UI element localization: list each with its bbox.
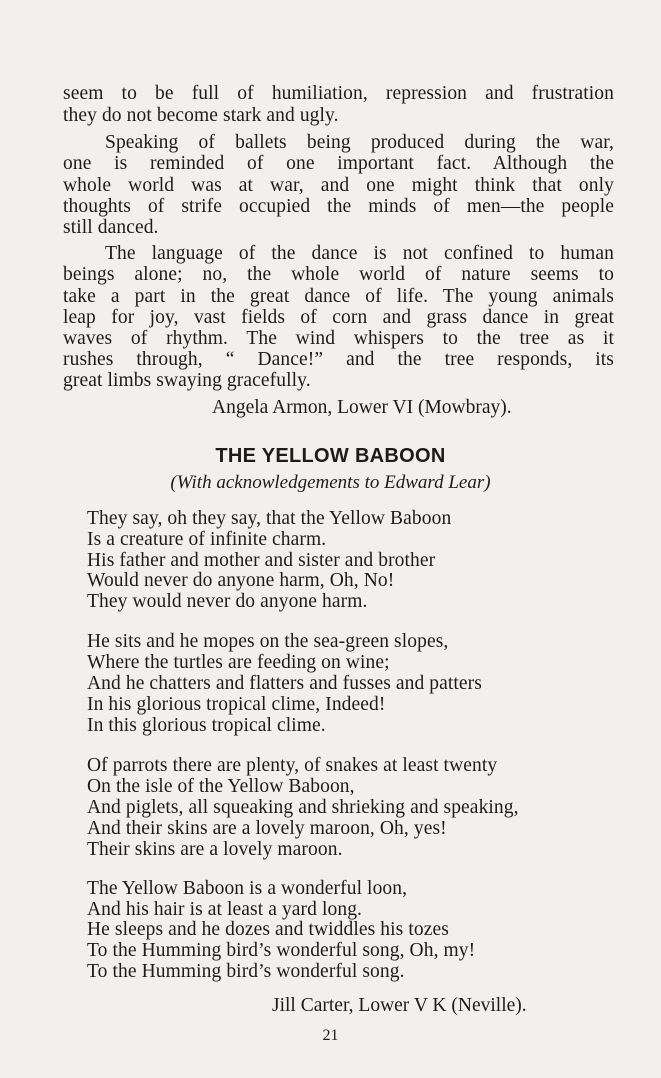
poem-line: They say, oh they say, that the Yellow Baboon (87, 508, 452, 529)
poem-line: Their skins are a lovely maroon. (87, 839, 343, 860)
poem-line: Would never do anyone harm, Oh, No! (87, 570, 395, 591)
poem-title: THE YELLOW BABOON (215, 445, 446, 467)
essay-line: they do not become stark and ugly. (63, 105, 339, 126)
essay-paragraph-start: The language of the dance is not confined to human (105, 243, 614, 264)
page-number: 21 (322, 1027, 339, 1044)
essay-line: one is reminded of one important fact. Although the (63, 153, 614, 174)
poem-line: And piglets, all squeaking and shrieking and speaking, (87, 797, 519, 818)
poem-line: Where the turtles are feeding on wine; (87, 652, 390, 673)
essay-paragraph-start: Speaking of ballets being produced during the war, (105, 132, 614, 153)
poem-line: In his glorious tropical clime, Indeed! (87, 694, 386, 715)
essay-line: whole world was at war, and one might think that only (63, 175, 614, 196)
essay-line: waves of rhythm. The wind whispers to the tree as it (63, 328, 614, 349)
essay-line: take a part in the great dance of life. The young animals (63, 286, 614, 307)
poem-line: His father and mother and sister and brother (87, 550, 436, 571)
poem-signature: Jill Carter, Lower V K (Neville). (272, 995, 527, 1016)
poem-line: On the isle of the Yellow Baboon, (87, 776, 355, 797)
essay-line: great limbs swaying gracefully. (63, 370, 311, 391)
poem-line: He sits and he mopes on the sea-green slopes, (87, 631, 449, 652)
poem-line: The Yellow Baboon is a wonderful loon, (87, 878, 408, 899)
essay-signature: Angela Armon, Lower VI (Mowbray). (212, 397, 512, 418)
poem-line: Of parrots there are plenty, of snakes at least twenty (87, 755, 498, 776)
poem-line: In this glorious tropical clime. (87, 715, 326, 736)
poem-line: To the Humming bird’s wonderful song, Oh, my! (87, 940, 476, 961)
poem-line: Is a creature of infinite charm. (87, 529, 327, 550)
essay-line: beings alone; no, the whole world of nature seems to (63, 264, 614, 285)
essay-line: thoughts of strife occupied the minds of men—the people (63, 196, 614, 217)
poem-line: They would never do anyone harm. (87, 591, 368, 612)
poem-line: And he chatters and flatters and fusses and patters (87, 673, 482, 694)
essay-line: leap for joy, vast fields of corn and grass dance in great (63, 307, 614, 328)
poem-subtitle: (With acknowledgements to Edward Lear) (170, 472, 491, 493)
poem-line: And their skins are a lovely maroon, Oh, yes! (87, 818, 447, 839)
poem-line: To the Humming bird’s wonderful song. (87, 961, 405, 982)
essay-line: still danced. (63, 217, 159, 238)
poem-line: He sleeps and he dozes and twiddles his tozes (87, 919, 449, 940)
essay-line: seem to be full of humiliation, repression and frustration (63, 83, 614, 104)
poem-line: And his hair is at least a yard long. (87, 899, 363, 920)
essay-line: rushes through, “ Dance!” and the tree responds, its (63, 349, 614, 370)
